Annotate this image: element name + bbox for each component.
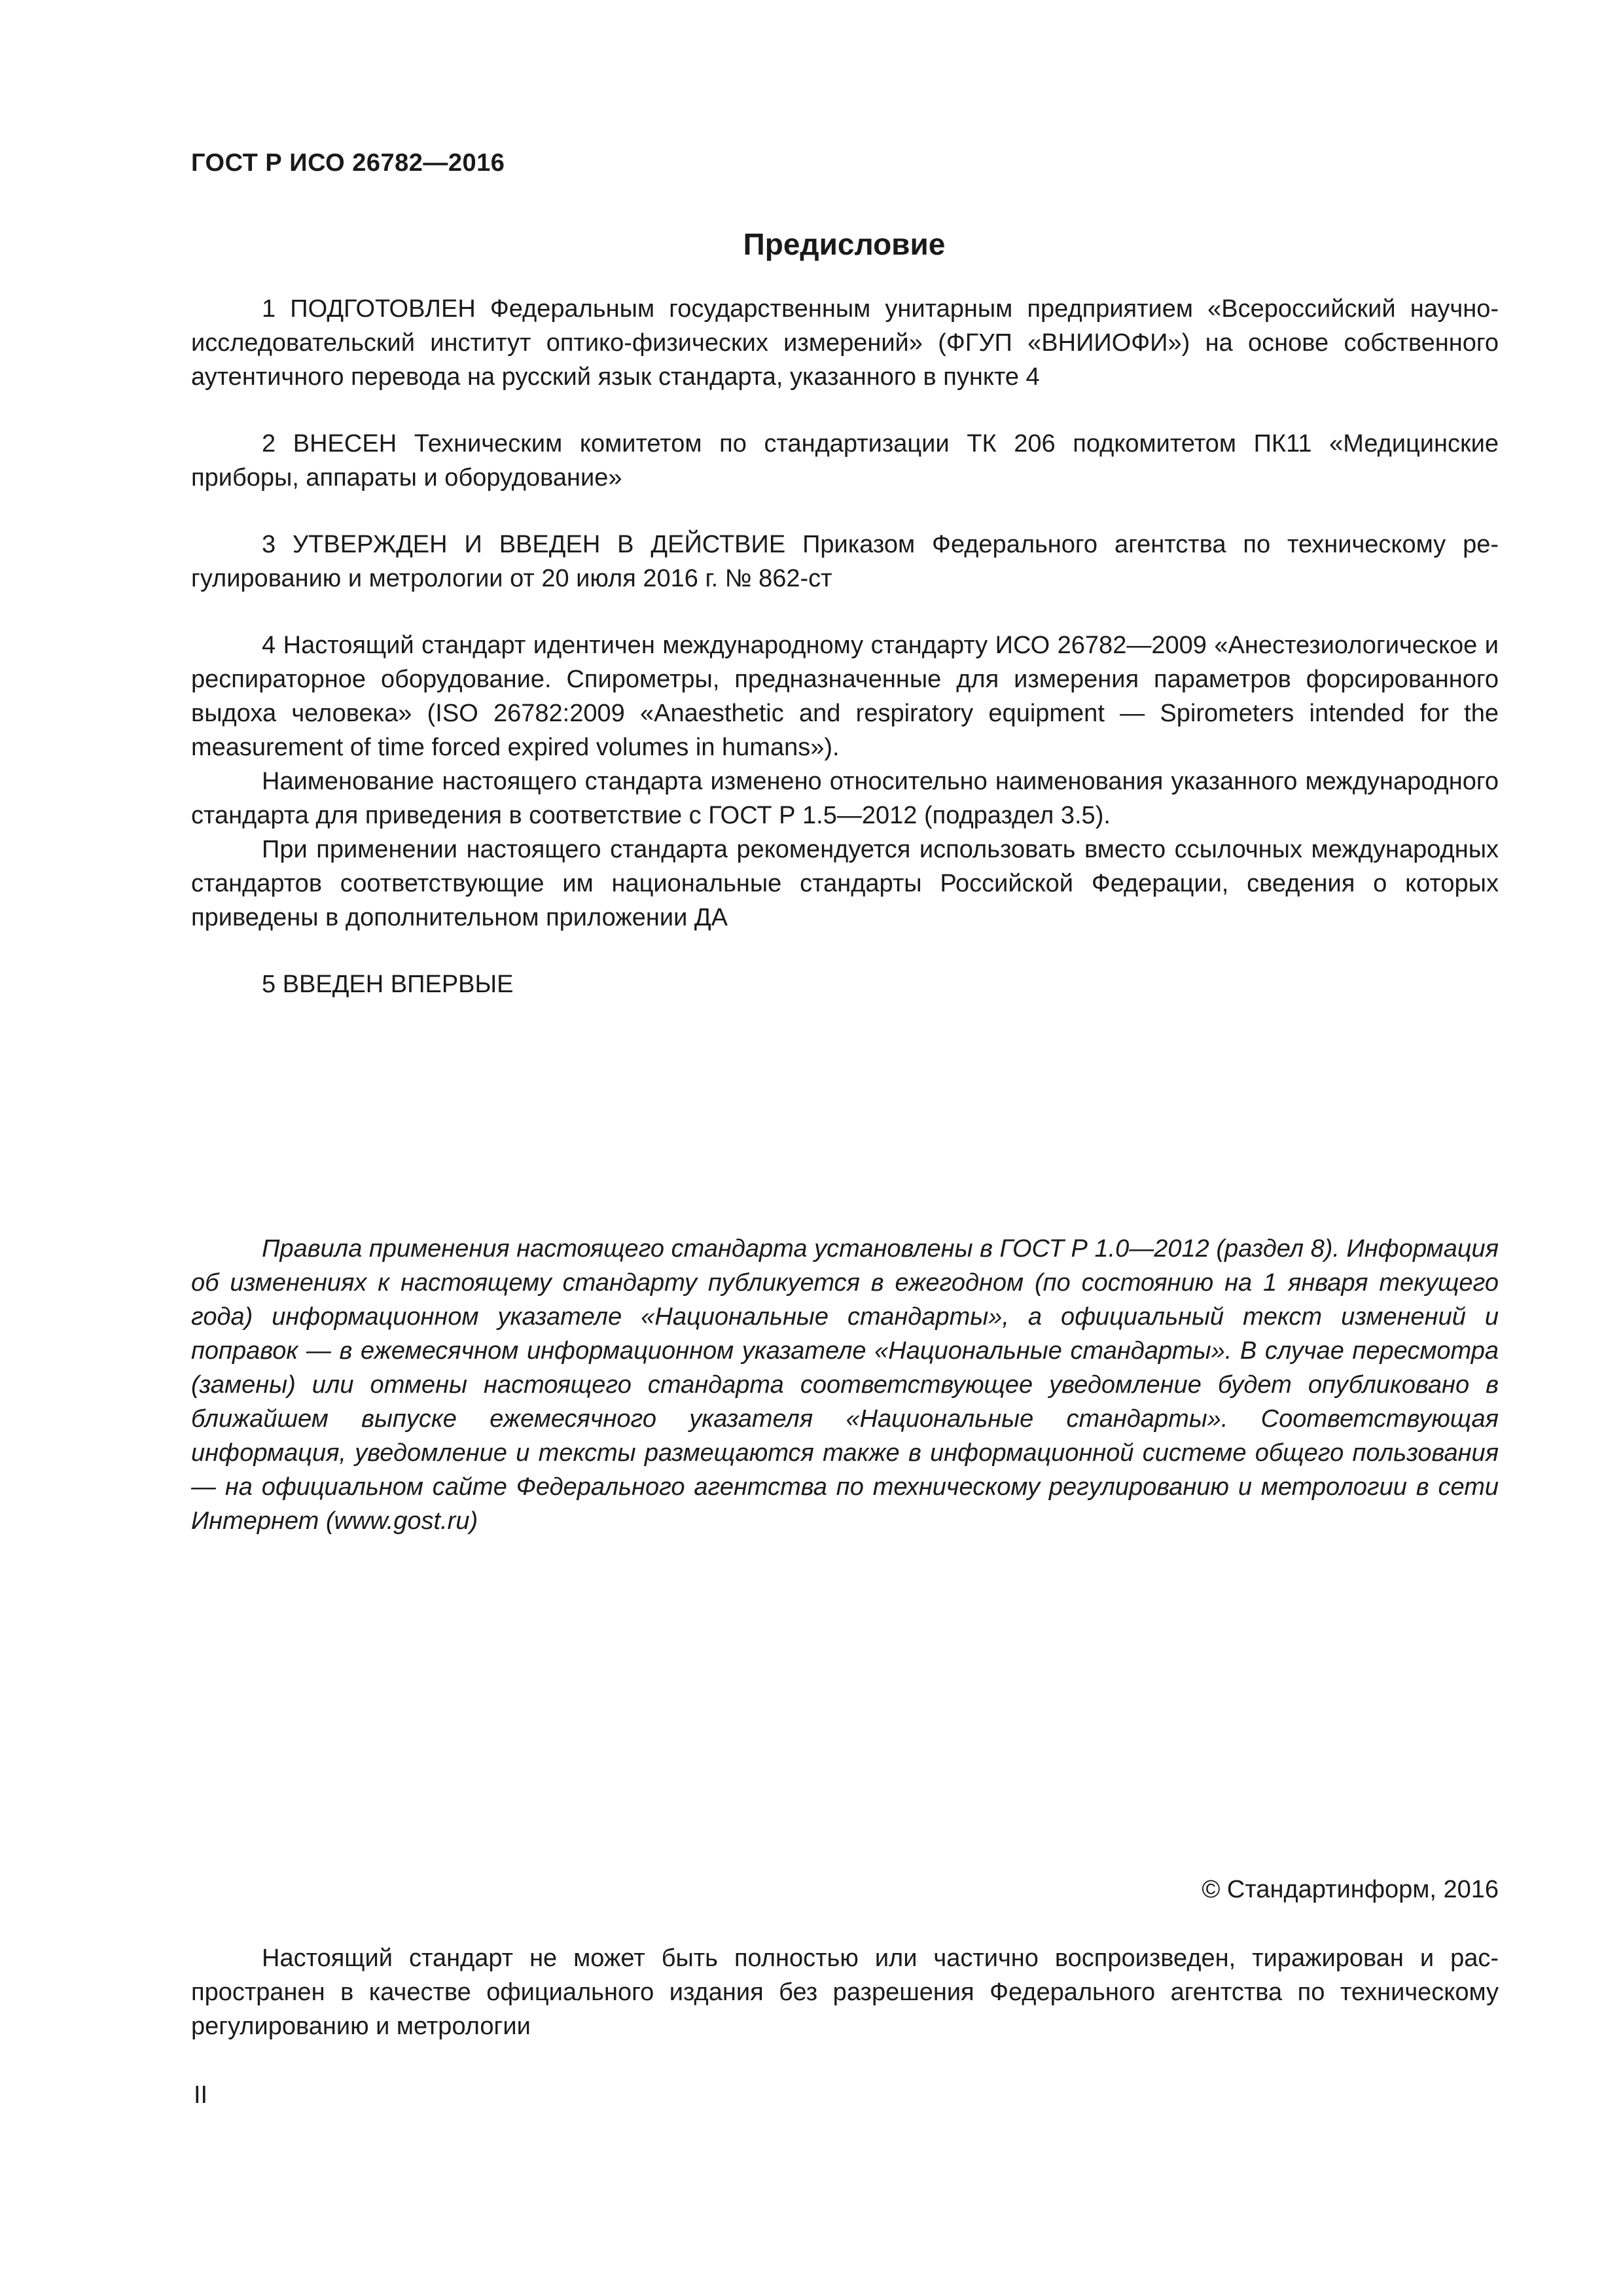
rules-notice-block [191,1232,1499,1538]
copyright-line: © Стандартинформ, 2016 [1202,1876,1499,1903]
foreword-item-2: 2 ВНЕСЕН Техническим комитетом по стандартизации ТК 206 подкомитетом ПК11 «Медицинские приборы, аппараты и оборудование» [191,430,1499,492]
document-code-header: ГОСТ Р ИСО 26782—2016 [191,149,505,177]
foreword-item-4-references: При применении настоящего стандарта рекомендуется использовать вместо ссылочных международных стандартов соответствующие им национальные стандарты Российской Федерации, сведения о которых приведены в дополнительном приложении ДА [191,836,1499,931]
reproduction-notice-text: Настоящий стандарт не может быть полностью или частично воспроизведен, тиражирован и распространен в качестве официального издания без разрешения Федерального агентства по техническому регулированию и метрологии [191,1945,1499,2040]
foreword-item-1: 1 ПОДГОТОВЛЕН Федеральным государственным унитарным предприятием «Всероссийский научно-исследовательский институт оптико-физических измерений» (ФГУП «ВНИИОФИ») на основе собственного аутентичного перевода на русский язык стандарта, указанного в пункте 4 [191,295,1499,391]
foreword-item-3: 3 УТВЕРЖДЕН И ВВЕДЕН В ДЕЙСТВИЕ Приказом Федерального агентства по техническому регулированию и метрологии от 20 июля 2016 г. № 862-ст [191,531,1499,592]
reproduction-notice-block [191,1941,1499,2043]
foreword-items [191,292,1499,1001]
page-number: II [194,2081,208,2109]
foreword-item-4-name-change: Наименование настоящего стандарта изменено относительно наименования указанного международного стандарта для приведения в соответствие с ГОСТ Р 1.5—2012 (подраздел 3.5). [191,768,1499,829]
page-title: Предисловие [743,227,946,261]
rules-notice-text: Правила применения настоящего стандарта установлены в ГОСТ Р 1.0—2012 (раздел 8). Информация об изменениях к настоящему стандарту публикуется в ежегодном (по состоянию на 1 января текущего года) информационном указателе «Национальные стандарты», а официальный текст изменений и поправок — в ежемесячном информационном указателе «Национальные стандарты». В случае пересмотра (замены) или отмены настоящего стандарта соответствующее уведомление будет опубликовано в ближайшем выпуске ежемесячного указателя «Национальные стандарты». Соответствующая информация, уведомление и тексты размещаются также в информационной системе общего пользования — на официальном сайте Федерального агентства по техническому регулированию и метрологии в сети Интернет (www.gost.ru) [191,1235,1499,1535]
foreword-item-4: 4 Настоящий стандарт идентичен международному стандарту ИСО 26782—2009 «Анестезиологическое и респираторное оборудование. Спирометры, предназначенные для измерения параметров форсированного выдоха человека» (ISO 26782:2009 «Anaesthetic and respiratory equipment — Spirometers intended for the measurement of time forced expired volumes in humans»). [191,632,1499,761]
foreword-item-5: 5 ВВЕДЕН ВПЕРВЫЕ [262,971,514,998]
